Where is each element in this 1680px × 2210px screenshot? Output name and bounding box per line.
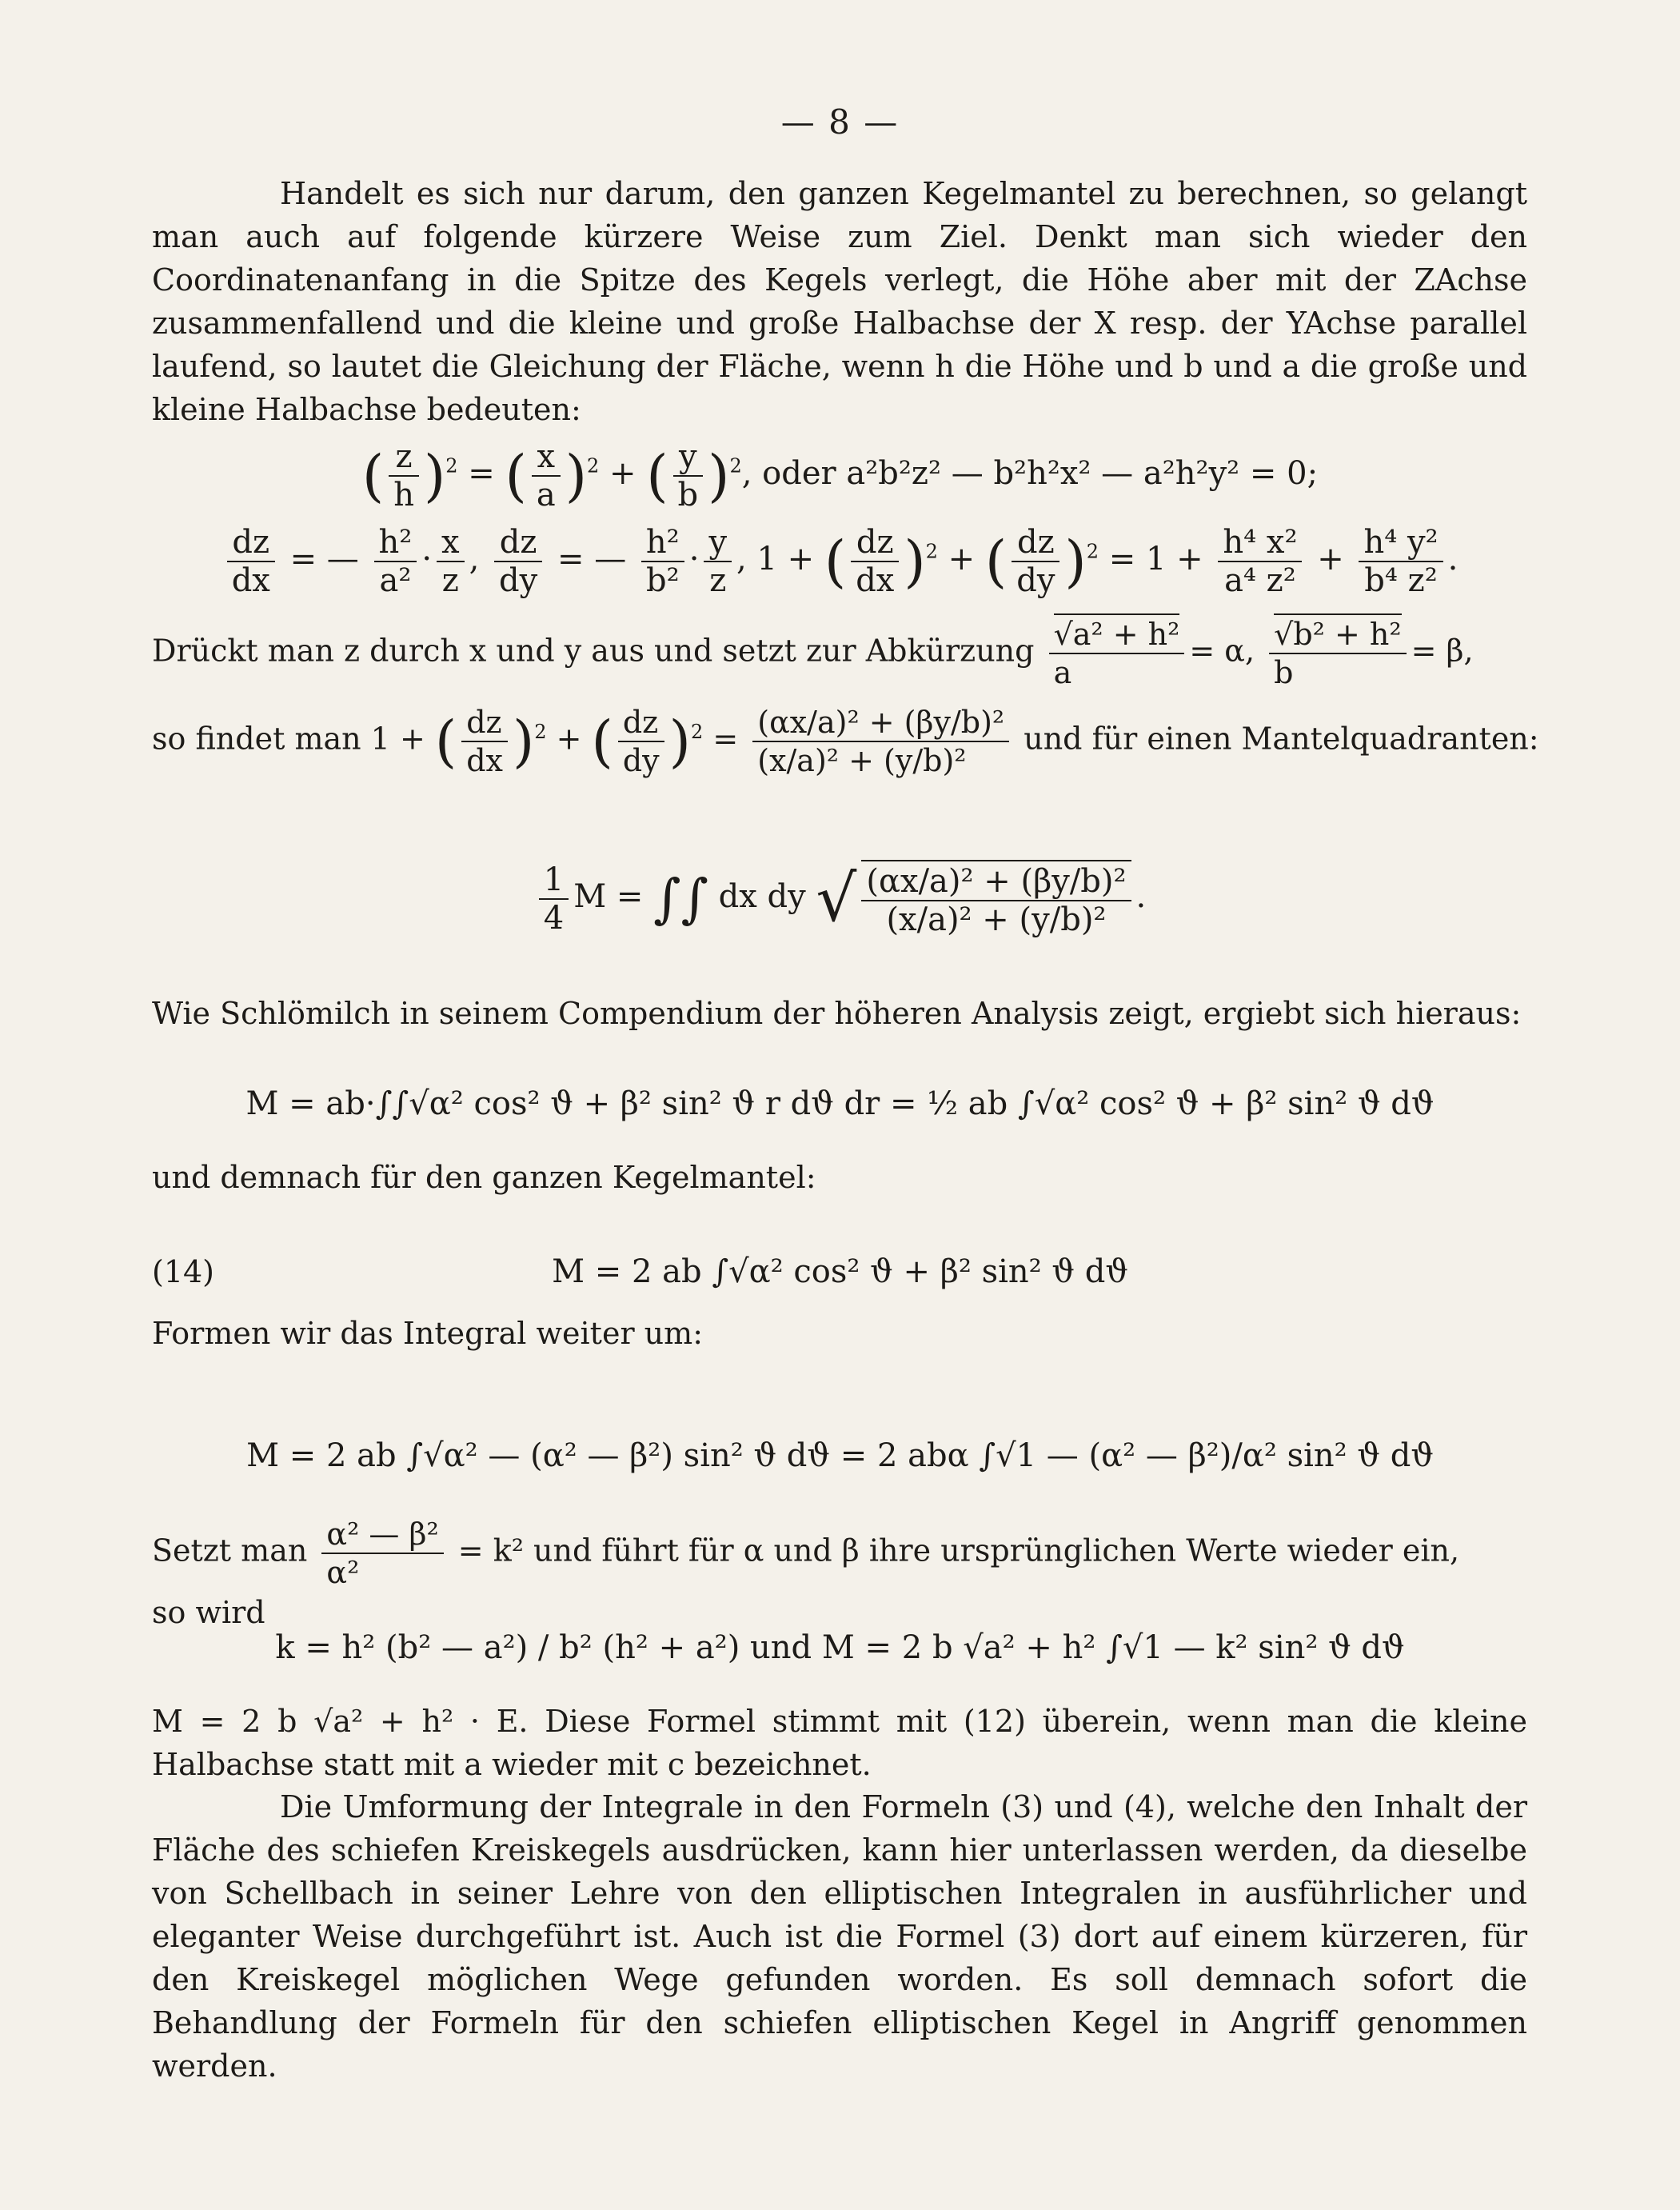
paragraph-1-block — [152, 172, 1527, 431]
paragraph-3-end: und für einen Mantelquadranten: — [1024, 721, 1539, 757]
paragraph-1: Handelt es sich nur darum, den ganzen Kegelmantel zu berechnen, so gelangt man auch auf folgende kürzere Weise zum Ziel. Denkt man sich wieder den Coordinatenanfang in die Spitze des Kegels verlegt, die Höhe aber mit der ZAchse zusammenfallend und die kleine und große Halbachse der X resp. der YAchse parallel laufend, so lautet die Gleichung der Fläche, wenn h die Höhe und b und a die große und kleine Halbachse bedeuten: — [152, 176, 1527, 427]
paragraph-9-block — [152, 1785, 1527, 2088]
paragraph-7-mid: = k² und führt für α und β ihre ursprünglichen Werte wieder ein, — [457, 1533, 1460, 1569]
paragraph-4-block — [152, 992, 1527, 1035]
paragraph-8-block — [152, 1700, 1527, 1786]
equation-2-tail: = 1 + — [1108, 541, 1203, 577]
equation-5 — [0, 1080, 1680, 1128]
paragraph-4: Wie Schlömilch in seinem Compendium der höheren Analysis zeigt, ergiebt sich hieraus: — [152, 996, 1522, 1031]
equation-1-tail: , oder a²b²z² — b²h²x² — a²h²y² = 0; — [741, 455, 1319, 492]
paragraph-5-block — [152, 1156, 1527, 1199]
alpha-def: = α, — [1189, 633, 1255, 669]
page-number: — 8 — — [780, 102, 900, 142]
paragraph-6-block — [152, 1312, 1527, 1355]
equation-label-14: (14) — [152, 1254, 215, 1289]
equation-6-text: M = 2 ab ∫√α² cos² ϑ + β² sin² ϑ dϑ — [552, 1253, 1128, 1290]
equation-7-text: M = 2 ab ∫√α² — (α² — β²) sin² ϑ dϑ = 2 abα ∫√1 — (α² — β²)/α² sin² ϑ dϑ — [246, 1437, 1434, 1474]
paragraph-3-start: so findet man 1 + — [152, 721, 425, 757]
equation-8 — [0, 1624, 1680, 1672]
equation-7 — [0, 1432, 1680, 1480]
equation-5-text: M = ab·∫∫√α² cos² ϑ + β² sin² ϑ r dϑ dr = ½ ab ∫√α² cos² ϑ + β² sin² ϑ dϑ — [245, 1085, 1435, 1122]
equation-2: $\frac{dz}{dx}$ = — $\frac{\text{h²}}{\text{a²}}$ · $\frac{x}{z}$ , $\frac{dz}{dy}$ = — $\frac{\text{h²}}{\text{b²}}$ · $\frac{y}{z}$ , 1 + ( $\frac{dz}{dx}$ )$^2$ + ( $\frac{dz}{dy}$ )$^2$ = 1 + $\frac{\text{h⁴ x²}}{\text{a⁴ z²}}$ + $\frac{\text{h⁴ y²}}{\text{b⁴ z²}}$ . — [0, 524, 1680, 599]
paragraph-7-start: Setzt man — [152, 1533, 308, 1569]
paragraph-6: Formen wir das Integral weiter um: — [152, 1316, 703, 1351]
paragraph-3-block: so findet man 1 + ( $\frac{dz}{dx}$ )$^2$ + ( $\frac{dz}{dy}$ )$^2$ = $\frac{\text{(αx/a)² + (βy/b)²}}{\text{(x/a)² + (y/b)²}}$ und für einen Mantelquadranten: — [152, 705, 1539, 778]
paragraph-2: Drückt man z durch x und y aus und setzt zur Abkürzung — [152, 633, 1035, 669]
paragraph-5: und demnach für den ganzen Kegelmantel: — [152, 1160, 816, 1195]
paragraph-7-end: so wird — [152, 1595, 265, 1630]
paragraph-7-block: Setzt man $\frac{\text{α² — β²}}{\text{α²}}$ = k² und führt für α und β ihre ursprünglichen Werte wieder ein, so wird — [152, 1516, 1527, 1634]
paragraph-8: M = 2 b √a² + h² · E. Diese Formel stimmt mit (12) überein, wenn man die kleine Halbachse statt mit a wieder mit c bezeichnet. — [152, 1704, 1527, 1782]
equation-4-left: M = — [573, 878, 644, 915]
beta-def: = β, — [1411, 633, 1474, 669]
paragraph-2-block: Drückt man z durch x und y aus und setzt zur Abkürzung $\frac{\text{√a² + h²}}{a}$ = α, $\frac{\text{√b² + h²}}{b}$ = β, — [152, 616, 1527, 691]
equation-8-text: k = h² (b² — a²) / b² (h² + a²) und M = 2 b √a² + h² ∫√1 — k² sin² ϑ dϑ — [275, 1629, 1405, 1666]
equation-1: ( $\frac{z}{h}$ )$^2$ = ( $\frac{x}{a}$ )$^2$ + ( $\frac{y}{b}$ )$^2$, oder a²b²z² — b²h²x² — a²h²y² = 0; — [361, 438, 1319, 514]
paragraph-9: Die Umformung der Integrale in den Formeln (3) und (4), welche den Inhalt der Fläche des schiefen Kreiskegels ausdrücken, kann hier unterlassen werden, da dieselbe von Schellbach in seiner Lehre von den elliptischen Integralen in ausführlicher und eleganter Weise durchgeführt ist. Auch ist die Formel (3) dort auf einem kürzeren, für den Kreiskegel möglichen Wege gefunden worden. Es soll demnach sofort die Behandlung der Formeln für den schiefen elliptischen Kegel in Angriff genommen werden. — [152, 1789, 1527, 2084]
equation-6 — [0, 1248, 1680, 1296]
equation-4: $\frac{1}{4}$ M = ∫∫ dx dy √ $\frac{\text{(αx/a)² + (βy/b)²}}{\text{(x/a)² + (y/b)²}}$ . — [0, 860, 1680, 938]
